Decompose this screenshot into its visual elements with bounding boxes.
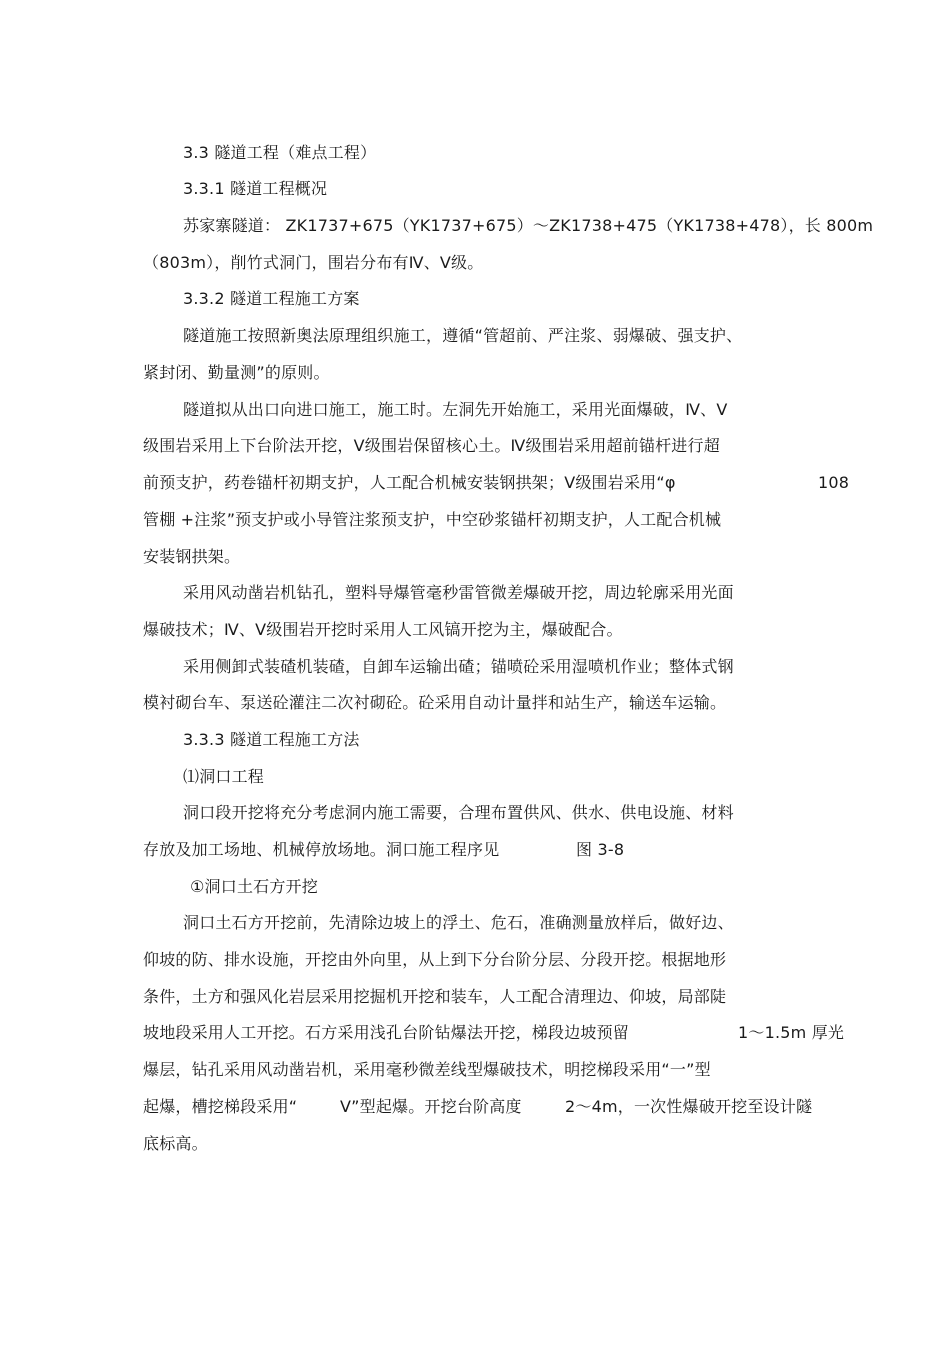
text-line: 条件，土方和强风化岩层采用挖掘机开挖和装车，人工配合清理边、仰坡，局部陡 <box>143 987 727 1006</box>
subsection-heading-3-3-2: 3.3.2 隧道工程施工方案 <box>183 289 360 308</box>
text-line: 前预支护，药卷锚杆初期支护，人工配合机械安装钢拱架；Ⅴ级围岩采用“φ <box>143 473 676 492</box>
figure-reference: 图 3-8 <box>576 840 625 859</box>
item-heading: ①洞口土石方开挖 <box>190 877 318 896</box>
text-line: 管棚 +注浆”预支护或小导管注浆预支护，中空砂浆锚杆初期支护，人工配合机械 <box>143 510 722 529</box>
text-line: 隧道施工按照新奥法原理组织施工，遵循“管超前、严注浆、弱爆破、强支护、 <box>183 326 743 345</box>
subsection-heading-3-3-1: 3.3.1 隧道工程概况 <box>183 179 328 198</box>
section-heading-3-3: 3.3 隧道工程（难点工程） <box>183 143 377 162</box>
text-line: 仰坡的防、排水设施，开挖由外向里，从上到下分台阶分层、分段开挖。根据地形 <box>143 950 727 969</box>
text-fragment: 108 <box>818 473 850 492</box>
text-line: 安装钢拱架。 <box>143 547 241 566</box>
text-line: （803m），削竹式洞门，围岩分布有Ⅳ、Ⅴ级。 <box>143 253 484 272</box>
text-line: 洞口土石方开挖前，先清除边坡上的浮土、危石，准确测量放样后，做好边、 <box>183 913 734 932</box>
text-fragment: 2～4m，一次性爆破开挖至设计隧 <box>565 1097 813 1116</box>
text-line: 紧封闭、勤量测”的原则。 <box>143 363 330 382</box>
text-line: 采用风动凿岩机钻孔，塑料导爆管毫秒雷管微差爆破开挖，周边轮廓采用光面 <box>183 583 734 602</box>
text-line: 洞口段开挖将充分考虑洞内施工需要，合理布置供风、供水、供电设施、材料 <box>183 803 734 822</box>
text-fragment: 1～1.5m 厚光 <box>738 1023 845 1042</box>
text-line: 隧道拟从出口向进口施工，施工时。左洞先开始施工，采用光面爆破，Ⅳ、Ⅴ <box>183 400 728 419</box>
text-line: 模衬砌台车、泵送砼灌注二次衬砌砼。砼采用自动计量拌和站生产，输送车运输。 <box>143 693 727 712</box>
text-line: 坡地段采用人工开挖。石方采用浅孔台阶钻爆法开挖，梯段边坡预留 <box>143 1023 630 1042</box>
text-line: 级围岩采用上下台阶法开挖，Ⅴ级围岩保留核心土。Ⅳ级围岩采用超前锚杆进行超 <box>143 436 720 455</box>
text-line: 爆破技术；Ⅳ、Ⅴ级围岩开挖时采用人工风镐开挖为主，爆破配合。 <box>143 620 623 639</box>
text-fragment: V”型起爆。开挖台阶高度 <box>340 1097 522 1116</box>
text-line: 底标高。 <box>143 1134 208 1153</box>
text-line: 存放及加工场地、机械停放场地。洞口施工程序见 <box>143 840 500 859</box>
text-line: 采用侧卸式装碴机装碴，自卸车运输出碴；锚喷砼采用湿喷机作业；整体式钢 <box>183 657 734 676</box>
text-line: 起爆，槽挖梯段采用“ <box>143 1097 298 1116</box>
text-line: 爆层，钻孔采用风动凿岩机，采用毫秒微差线型爆破技术，明挖梯段采用“一”型 <box>143 1060 711 1079</box>
subsection-heading-3-3-3: 3.3.3 隧道工程施工方法 <box>183 730 360 749</box>
text-line: 苏家寨隧道： ZK1737+675（YK1737+675）～ZK1738+475（YK1738+478），长 800m <box>183 216 874 235</box>
item-heading: ⑴洞口工程 <box>183 767 265 786</box>
